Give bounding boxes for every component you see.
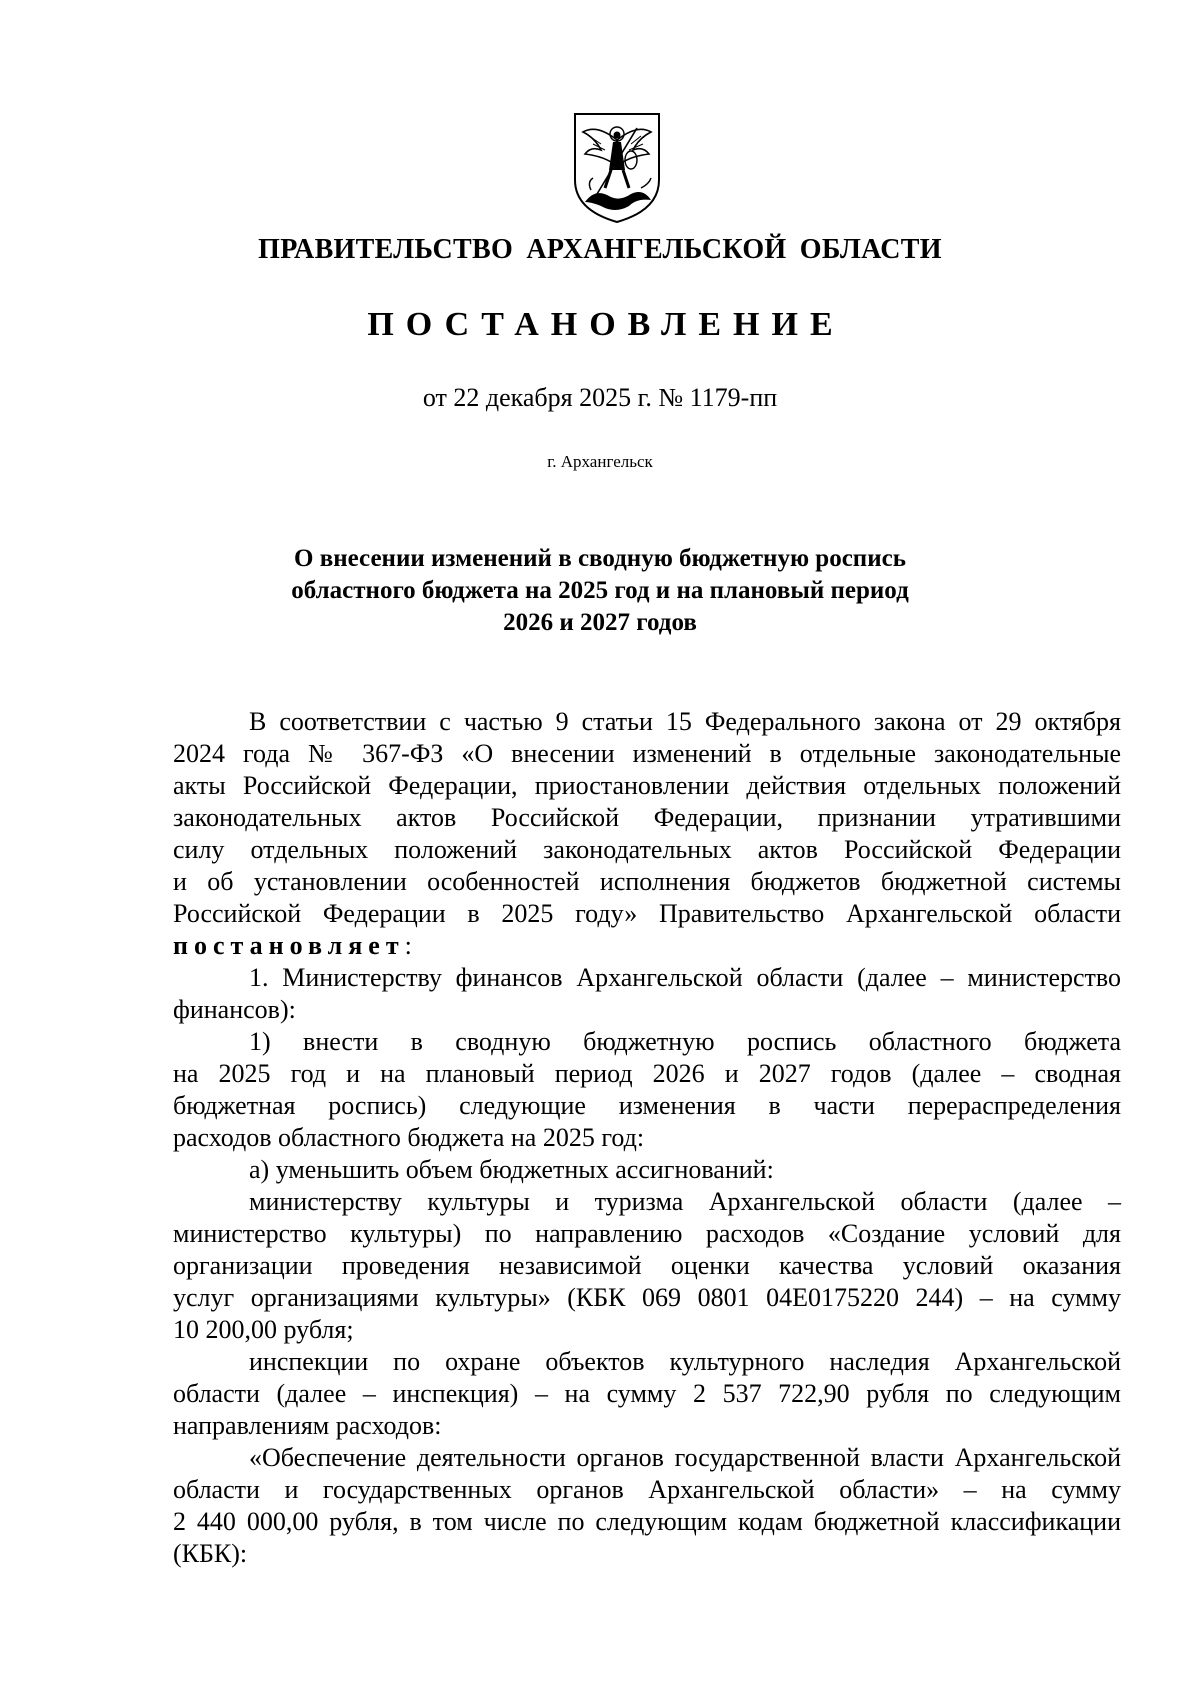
body-line: организации проведения независимой оценки качества условий оказания: [173, 1251, 1121, 1280]
body-line: министерству культуры и туризма Архангельской области (далее –: [249, 1187, 1121, 1216]
body-line: области (далее – инспекция) – на сумму 2 537 722,90 рубля по следующим: [173, 1379, 1121, 1408]
body-line: «Обеспечение деятельности органов государственной власти Архангельской: [249, 1443, 1121, 1472]
title-line: областного бюджета на 2025 год и на плановый период: [291, 577, 909, 604]
body-line: акты Российской Федерации, приостановлении действия отдельных положений: [173, 771, 1121, 800]
document-title: [0, 543, 1200, 639]
body-line: законодательных актов Российской Федерации, признании утратившими: [173, 803, 1121, 832]
body-line: и об установлении особенностей исполнения бюджетов бюджетной системы: [173, 867, 1121, 896]
body-line: услуг организациями культуры» (КБК 069 0801 04Е0175220 244) – на сумму: [173, 1283, 1121, 1312]
body-line-decree: [173, 930, 1121, 962]
decree-colon: :: [404, 931, 412, 960]
title-line: О внесении изменений в сводную бюджетную роспись: [294, 545, 906, 572]
body-line: области и государственных органов Архангельской области» – на сумму: [173, 1475, 1121, 1504]
body-line: Российской Федерации в 2025 году» Правительство Архангельской области: [173, 899, 1121, 928]
body-line: 1) внести в сводную бюджетную роспись областного бюджета: [249, 1027, 1121, 1056]
archangelsk-coat-of-arms-icon: [571, 110, 663, 226]
body-line: финансов):: [173, 995, 296, 1024]
body-line: 1. Министерству финансов Архангельской области (далее – министерство: [249, 963, 1121, 992]
document-city: г. Архангельск: [547, 452, 653, 471]
body-line: 10 200,00 рубля;: [173, 1315, 354, 1344]
body-line: 2024 года № 367-ФЗ «О внесении изменений в отдельные законодательные: [173, 739, 1121, 768]
body-line: расходов областного бюджета на 2025 год:: [173, 1123, 645, 1152]
document-date-number: от 22 декабря 2025 г. № 1179-пп: [422, 383, 778, 412]
title-line: 2026 и 2027 годов: [503, 609, 697, 636]
body-line: силу отдельных положений законодательных актов Российской Федерации: [173, 835, 1121, 864]
document-type: ПОСТАНОВЛЕНИЕ: [367, 306, 845, 343]
document-body: [173, 706, 1121, 1570]
decree-word: постановляет: [173, 931, 405, 960]
body-line: инспекции по охране объектов культурного наследия Архангельской: [249, 1347, 1121, 1376]
body-line: направлениям расходов:: [173, 1411, 442, 1440]
body-line: бюджетная роспись) следующие изменения в части перераспределения: [173, 1091, 1121, 1120]
body-line: В соответствии с частью 9 статьи 15 Федерального закона от 29 октября: [249, 707, 1121, 736]
body-line: министерство культуры) по направлению расходов «Создание условий для: [173, 1219, 1121, 1248]
organization-name: ПРАВИТЕЛЬСТВО АРХАНГЕЛЬСКОЙ ОБЛАСТИ: [258, 234, 942, 265]
body-line: (КБК):: [173, 1539, 248, 1568]
body-line: 2 440 000,00 рубля, в том числе по следующим кодам бюджетной классификации: [173, 1507, 1121, 1536]
body-line: а) уменьшить объем бюджетных ассигнований:: [249, 1155, 774, 1184]
body-line: на 2025 год и на плановый период 2026 и 2027 годов (далее – сводная: [173, 1059, 1121, 1088]
